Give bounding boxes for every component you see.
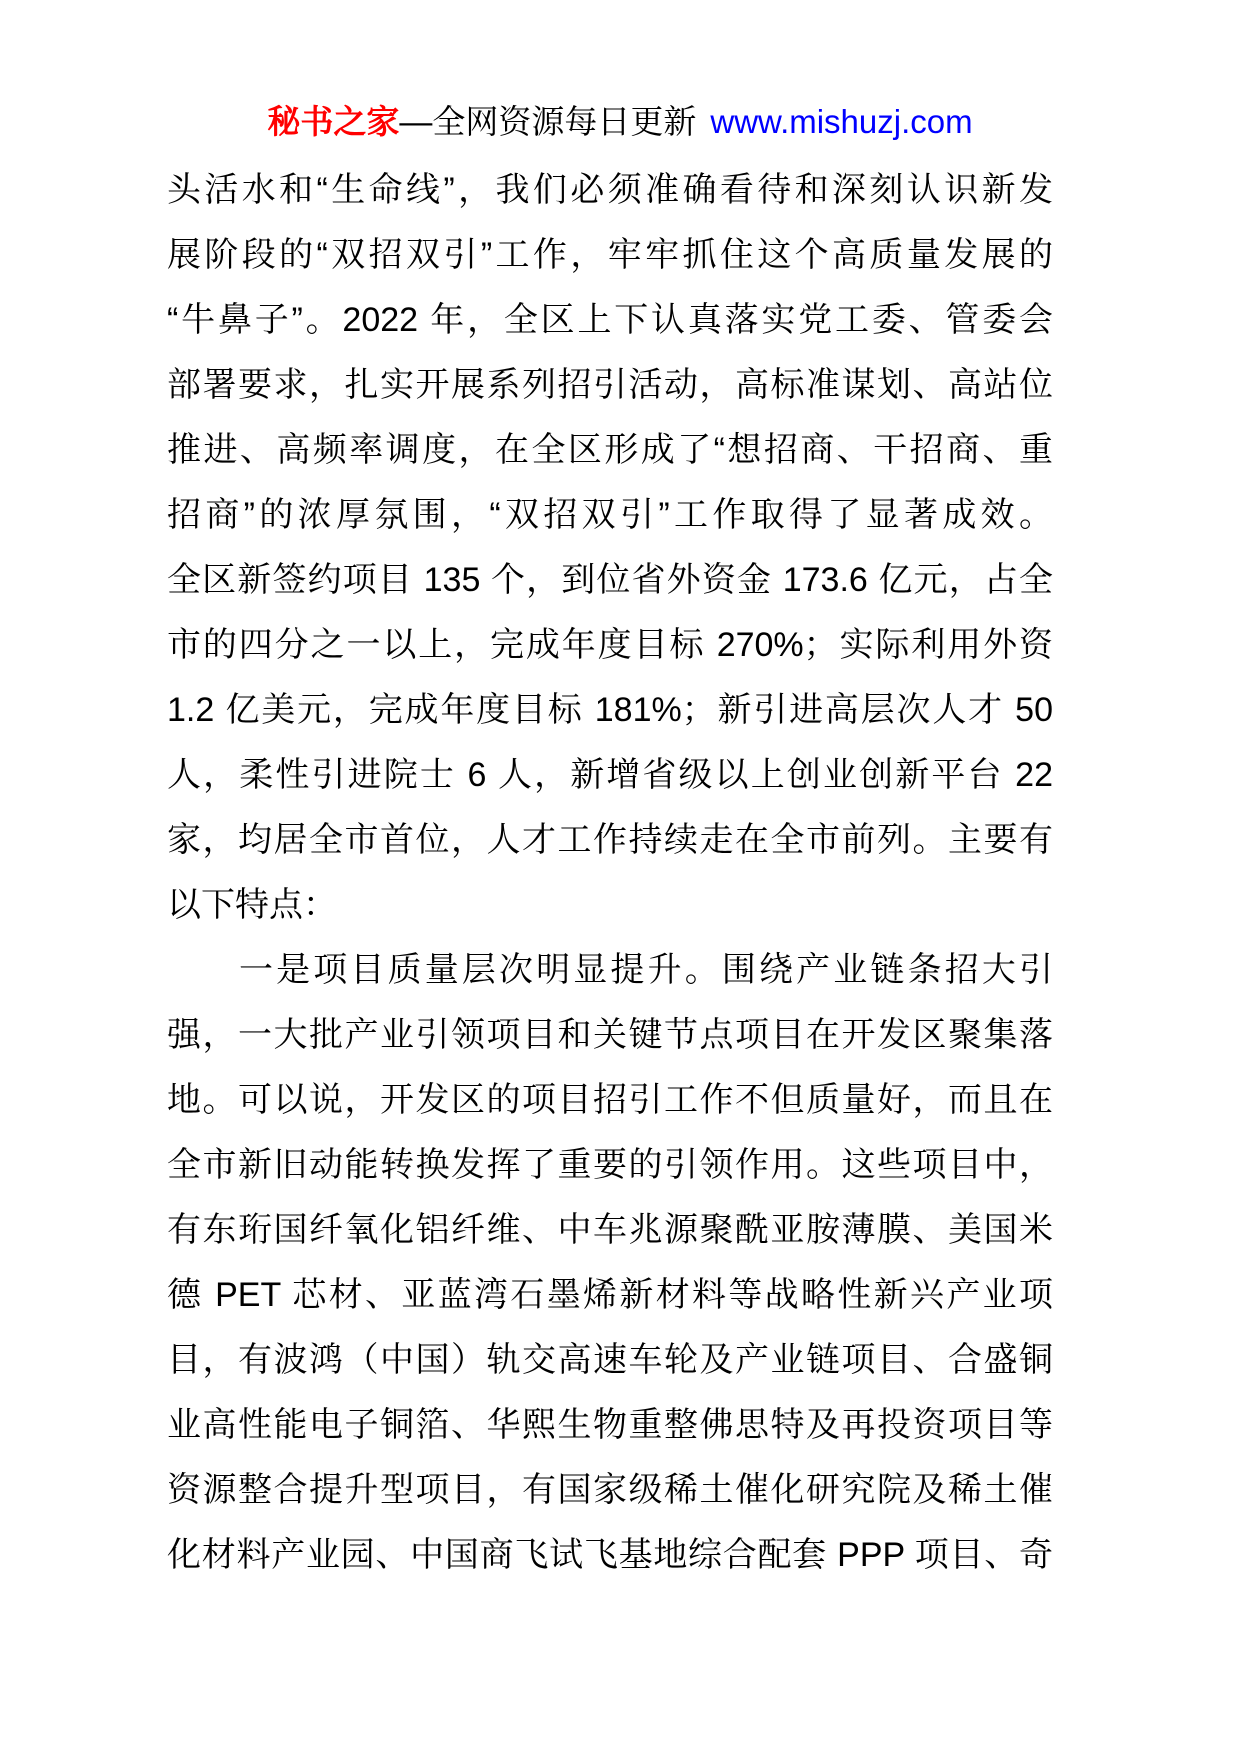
paragraph-1-line-5: 推进、高频率调度，在全区形成了“想招商、干招商、重 xyxy=(167,431,1053,469)
paragraph-2-line-9: 资源整合提升型项目，有国家级稀土催化研究院及稀土催 xyxy=(167,1471,1053,1509)
header-tagline: —全网资源每日更新 xyxy=(399,103,697,140)
paragraph-2-line-8: 业高性能电子铜箔、华熙生物重整佛思特及再投资项目等 xyxy=(167,1406,1053,1444)
paragraph-2-line-3: 地。可以说，开发区的项目招引工作不但质量好，而且在 xyxy=(167,1081,1053,1119)
paragraph-2-line-5: 有东珩国纤氧化铝纤维、中车兆源聚酰亚胺薄膜、美国米 xyxy=(167,1211,1053,1249)
paragraph-1-line-1: 头活水和“生命线”，我们必须准确看待和深刻认识新发 xyxy=(167,171,1053,209)
paragraph-1-line-7: 全区新签约项目 135 个，到位省外资金 173.6 亿元，占全 xyxy=(167,561,1053,599)
paragraph-1-line-10: 人，柔性引进院士 6 人，新增省级以上创业创新平台 22 xyxy=(167,756,1053,794)
paragraph-1-line-4: 部署要求，扎实开展系列招引活动，高标准谋划、高站位 xyxy=(167,366,1053,404)
paragraph-2-line-6: 德 PET 芯材、亚蓝湾石墨烯新材料等战略性新兴产业项 xyxy=(167,1276,1053,1314)
document-body xyxy=(167,158,1053,1588)
paragraph-1-line-8: 市的四分之一以上，完成年度目标 270%；实际利用外资 xyxy=(167,626,1053,664)
paragraph-2-line-1: 一是项目质量层次明显提升。围绕产业链条招大引 xyxy=(239,951,1053,989)
site-url-link[interactable]: www.mishuzj.com xyxy=(710,103,973,140)
site-brand: 秘书之家 xyxy=(267,103,400,140)
page-header xyxy=(0,100,1240,144)
paragraph-1-line-2: 展阶段的“双招双引”工作，牢牢抓住这个高质量发展的 xyxy=(167,236,1053,274)
paragraph-2-line-2: 强，一大批产业引领项目和关键节点项目在开发区聚集落 xyxy=(167,1016,1053,1054)
paragraph-1-line-11: 家，均居全市首位，人才工作持续走在全市前列。主要有 xyxy=(167,821,1053,859)
paragraph-1-line-12: 以下特点： xyxy=(167,886,337,924)
paragraph-1-line-6: 招商”的浓厚氛围，“双招双引”工作取得了显著成效。 xyxy=(167,496,1053,534)
paragraph-2-line-7: 目，有波鸿（中国）轨交高速车轮及产业链项目、合盛铜 xyxy=(167,1341,1053,1379)
paragraph-1-line-9: 1.2 亿美元，完成年度目标 181%；新引进高层次人才 50 xyxy=(167,691,1053,729)
paragraph-2-line-4: 全市新旧动能转换发挥了重要的引领作用。这些项目中， xyxy=(167,1146,1053,1184)
paragraph-1-line-3: “牛鼻子”。2022 年，全区上下认真落实党工委、管委会 xyxy=(167,301,1053,339)
paragraph-2-line-10: 化材料产业园、中国商飞试飞基地综合配套 PPP 项目、奇 xyxy=(167,1536,1053,1574)
